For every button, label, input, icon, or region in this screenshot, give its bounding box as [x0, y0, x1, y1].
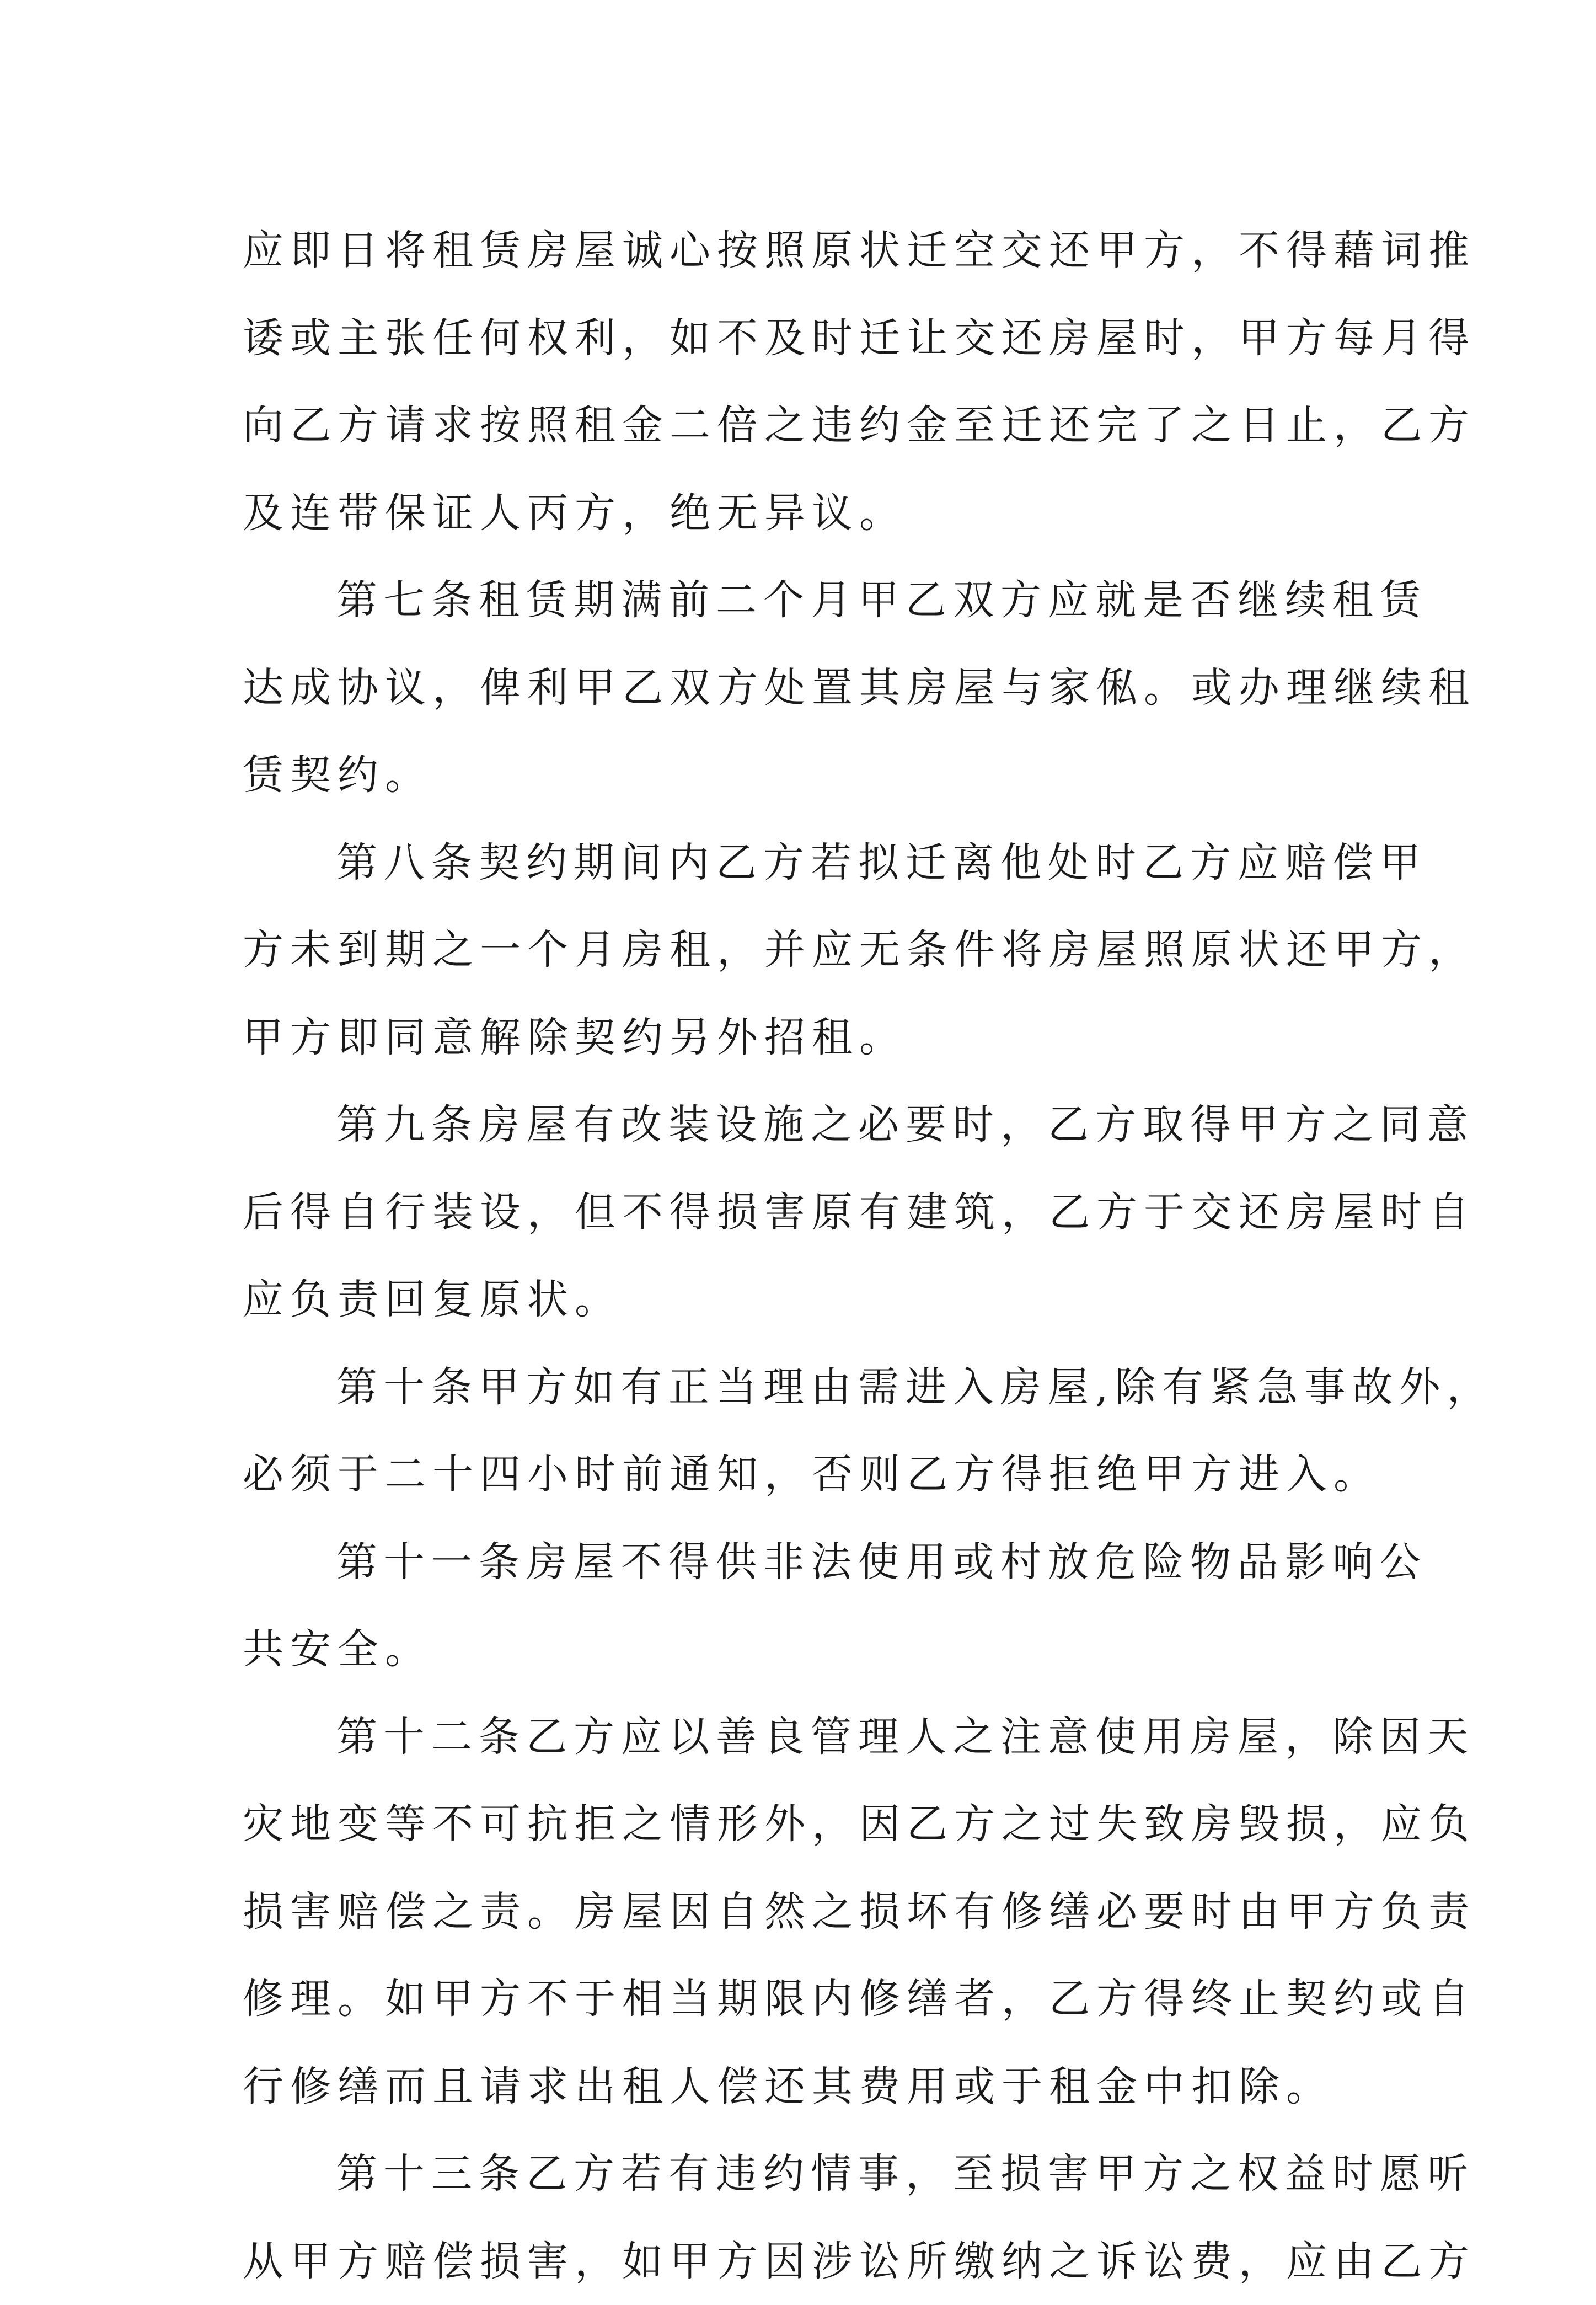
text-line: 损害赔偿之责。房屋因自然之损坏有修缮必要时由甲方负责 — [243, 1868, 1362, 1956]
text-line: 及连带保证人丙方，绝无异议。 — [243, 469, 1362, 557]
contract-text — [243, 207, 1362, 2305]
text-line: 从甲方赔偿损害，如甲方因涉讼所缴纳之诉讼费，应由乙方 — [243, 2218, 1362, 2305]
text-line: 应负责回复原状。 — [243, 1256, 1362, 1344]
article-12-start: 第十二条乙方应以善良管理人之注意使用房屋，除因天 — [243, 1693, 1362, 1781]
article-8-start: 第八条契约期间内乙方若拟迁离他处时乙方应赔偿甲 — [243, 819, 1362, 907]
article-9-start: 第九条房屋有改装设施之必要时，乙方取得甲方之同意 — [243, 1081, 1362, 1169]
text-line: 共安全。 — [243, 1606, 1362, 1693]
text-line: 赁契约。 — [243, 731, 1362, 819]
text-line: 必须于二十四小时前通知，否则乙方得拒绝甲方进入。 — [243, 1431, 1362, 1518]
article-10-start: 第十条甲方如有正当理由需进入房屋,除有紧急事故外， — [243, 1344, 1362, 1431]
text-line: 甲方即同意解除契约另外招租。 — [243, 994, 1362, 1082]
text-line: 达成协议，俾利甲乙双方处置其房屋与家俬。或办理继续租 — [243, 644, 1362, 732]
text-line: 应即日将租赁房屋诚心按照原状迁空交还甲方，不得藉词推 — [243, 207, 1362, 295]
text-line: 行修缮而且请求出租人偿还其费用或于租金中扣除。 — [243, 2043, 1362, 2131]
article-11-start: 第十一条房屋不得供非法使用或村放危险物品影响公 — [243, 1518, 1362, 1606]
article-13-start: 第十三条乙方若有违约情事，至损害甲方之权益时愿听 — [243, 2130, 1362, 2218]
text-line: 修理。如甲方不于相当期限内修缮者，乙方得终止契约或自 — [243, 1955, 1362, 2043]
text-line: 后得自行装设，但不得损害原有建筑，乙方于交还房屋时自 — [243, 1169, 1362, 1256]
text-line: 诿或主张任何权利，如不及时迁让交还房屋时，甲方每月得 — [243, 295, 1362, 382]
text-line: 灾地变等不可抗拒之情形外，因乙方之过失致房毁损，应负 — [243, 1780, 1362, 1868]
text-line: 向乙方请求按照租金二倍之违约金至迁还完了之日止，乙方 — [243, 382, 1362, 469]
article-7-start: 第七条租赁期满前二个月甲乙双方应就是否继续租赁 — [243, 557, 1362, 644]
text-line: 方未到期之一个月房租，并应无条件将房屋照原状还甲方， — [243, 906, 1362, 994]
